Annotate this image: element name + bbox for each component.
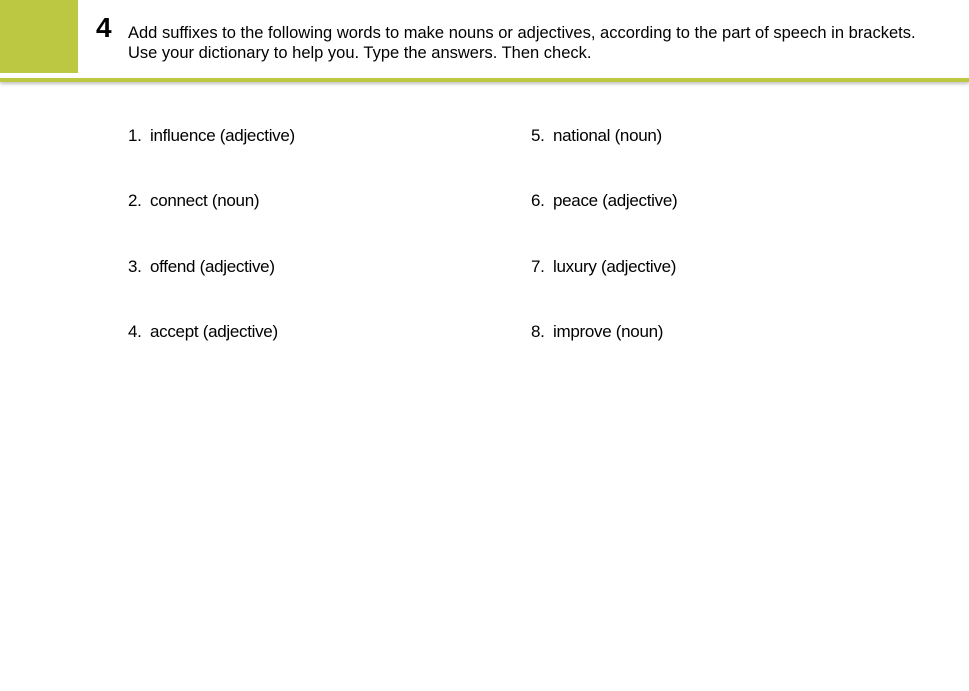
item-number: 7. [531, 257, 545, 276]
exercise-header [0, 0, 969, 84]
item-text: national (noun) [553, 126, 662, 145]
item-number: 8. [531, 322, 545, 341]
item-text: peace (adjective) [553, 191, 678, 210]
exercise-item [128, 126, 295, 146]
item-text: offend (adjective) [150, 257, 275, 276]
exercise-instructions: Add suffixes to the following words to make nouns or adjectives, according to the part of speech in brackets. Use your dictionary to help you. Type the answers. Then check. [128, 24, 916, 62]
exercise-number: 4 [96, 12, 112, 43]
exercise-item [531, 191, 677, 211]
exercise-item [531, 126, 662, 146]
item-number: 3. [128, 257, 142, 276]
item-text: connect (noun) [150, 191, 260, 210]
item-number: 1. [128, 126, 142, 145]
item-text: luxury (adjective) [553, 257, 677, 276]
header-divider [0, 78, 969, 82]
exercise-item [128, 191, 259, 211]
exercise-item [128, 257, 275, 277]
item-number: 4. [128, 322, 142, 341]
exercise-item [531, 257, 676, 277]
accent-block [0, 0, 78, 73]
item-number: 2. [128, 191, 142, 210]
item-text: accept (adjective) [150, 322, 278, 341]
exercise-item [531, 322, 663, 342]
item-text: influence (adjective) [150, 126, 295, 145]
exercise-item [128, 322, 278, 342]
item-text: improve (noun) [553, 322, 664, 341]
item-number: 6. [531, 191, 545, 210]
item-number: 5. [531, 126, 545, 145]
